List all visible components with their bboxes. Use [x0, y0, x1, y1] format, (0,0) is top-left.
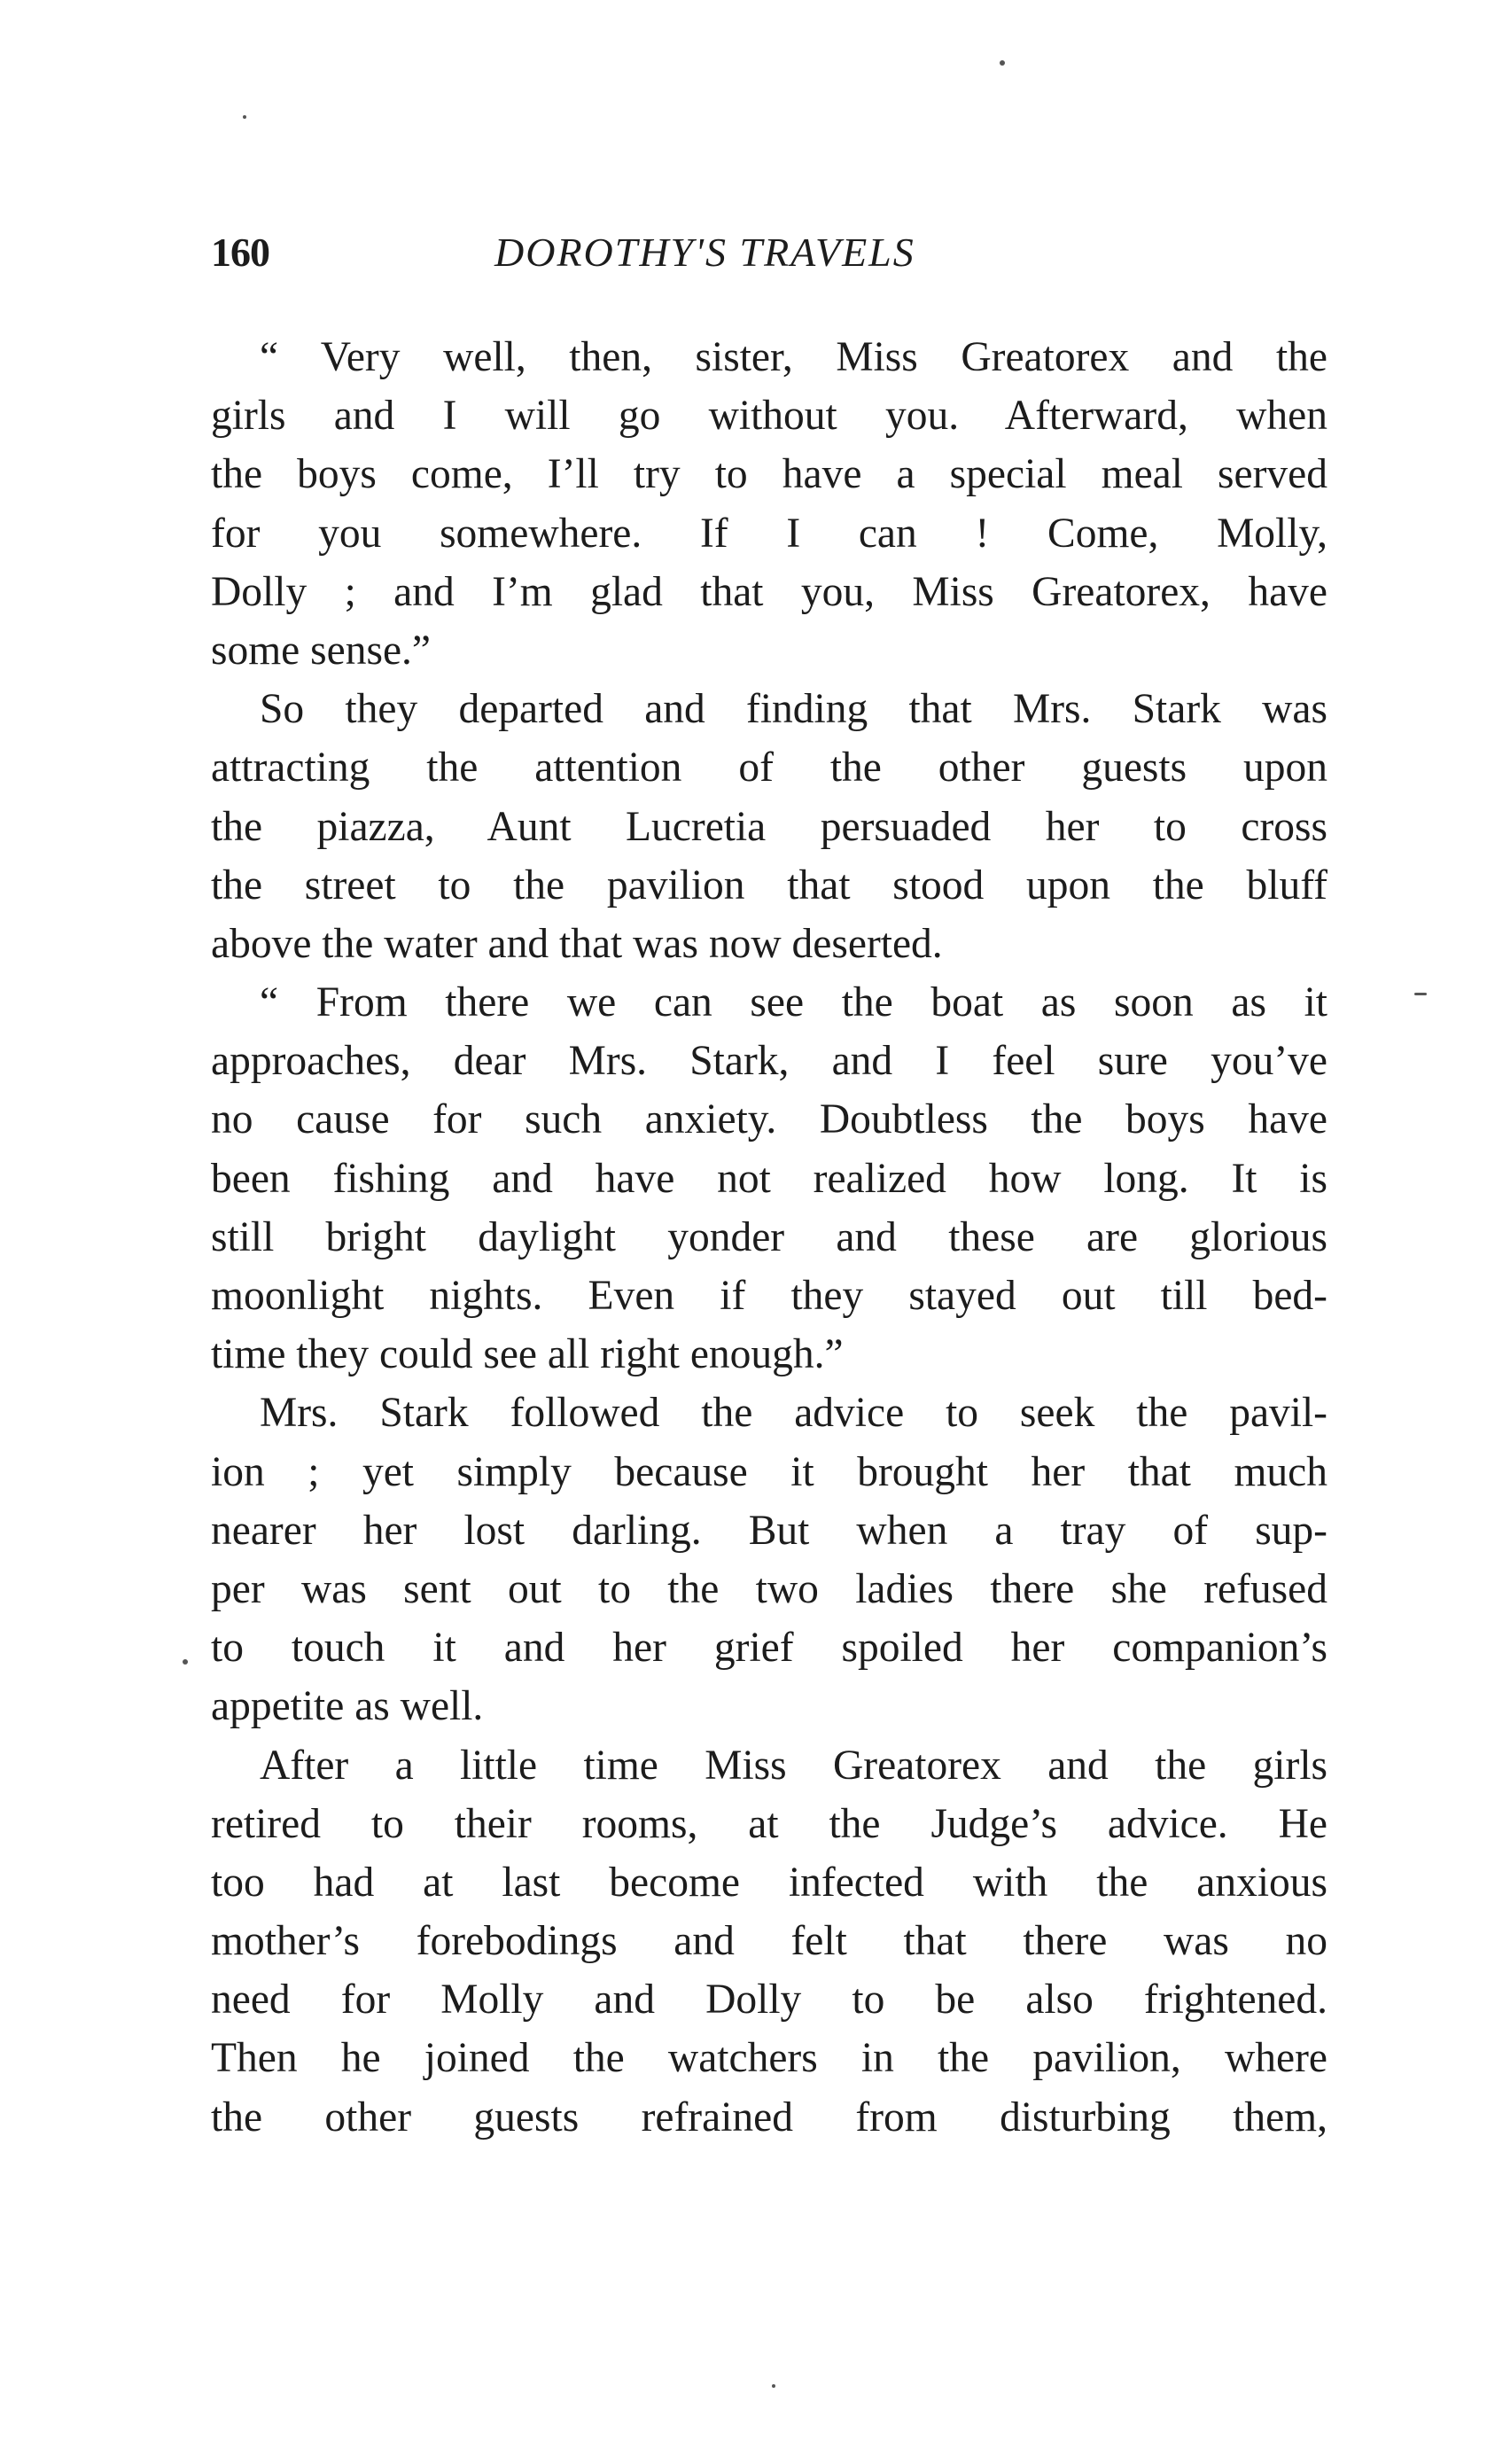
paragraph-4: [211, 1384, 1327, 1735]
text-line: moonlight nights. Even if they stayed out till bed-: [211, 1273, 1327, 1319]
running-title: DOROTHY'S TRAVELS: [494, 230, 915, 275]
text-line: retired to their rooms, at the Judge’s advice. He: [211, 1800, 1327, 1847]
text-line: mother’s forebodings and felt that there was no: [211, 1918, 1327, 1965]
text-line: for you somewhere. If I can ! Come, Molly,: [211, 510, 1327, 557]
scan-speck: [183, 1659, 188, 1665]
text-line: approaches, dear Mrs. Stark, and I feel sure you’ve: [211, 1038, 1327, 1085]
text-line: per was sent out to the two ladies there she refused: [211, 1565, 1327, 1612]
text-line: to touch it and her grief spoiled her companion’s: [211, 1625, 1327, 1672]
text-line: the street to the pavilion that stood upon the bluff: [211, 862, 1327, 908]
body-text: [211, 328, 1327, 2147]
text-line: still bright daylight yonder and these are glorious: [211, 1213, 1327, 1260]
text-line: above the water and that was now deserted.: [211, 920, 943, 967]
text-line: girls and I will go without you. Afterward, when: [211, 393, 1327, 440]
text-line: Dolly ; and I’m glad that you, Miss Greatorex, have: [211, 568, 1327, 615]
text-line: So they departed and finding that Mrs. Stark was: [260, 686, 1327, 733]
text-line: time they could see all right enough.”: [211, 1331, 844, 1378]
text-line: no cause for such anxiety. Doubtless the boys have: [211, 1096, 1327, 1143]
text-line: the boys come, I’ll try to have a special meal served: [211, 451, 1327, 498]
text-line: ion ; yet simply because it brought her that much: [211, 1448, 1327, 1495]
text-line: the other guests refrained from disturbing them,: [211, 2094, 1327, 2140]
text-line: Then he joined the watchers in the pavilion, where: [211, 2035, 1327, 2082]
paragraph-2: [211, 680, 1327, 973]
text-line: Mrs. Stark followed the advice to seek the pavil-: [260, 1390, 1327, 1437]
scan-speck: [772, 2384, 775, 2388]
text-line: some sense.”: [211, 627, 431, 674]
text-line: After a little time Miss Greatorex and the girls: [260, 1742, 1327, 1789]
paragraph-1: [211, 328, 1327, 680]
text-line: “ Very well, then, sister, Miss Greatorex and the: [260, 334, 1327, 380]
scan-speck: [1414, 993, 1427, 995]
text-line: attracting the attention of the other guests upon: [211, 745, 1327, 791]
text-line: “ From there we can see the boat as soon as it: [260, 979, 1327, 1026]
text-line: nearer her lost darling. But when a tray of sup-: [211, 1507, 1327, 1554]
text-line: the piazza, Aunt Lucretia persuaded her to cross: [211, 803, 1327, 850]
page-header: [211, 229, 1327, 291]
text-line: too had at last become infected with the anxious: [211, 1859, 1327, 1906]
text-line: appetite as well.: [211, 1683, 484, 1730]
scan-speck: [1000, 60, 1005, 66]
text-line: need for Molly and Dolly to be also frightened.: [211, 1977, 1327, 2023]
page-number: 160: [211, 230, 269, 275]
text-line: been fishing and have not realized how long. It is: [211, 1155, 1327, 1202]
paragraph-3: [211, 973, 1327, 1384]
paragraph-5: [211, 1736, 1327, 2147]
scan-speck: [243, 115, 246, 119]
